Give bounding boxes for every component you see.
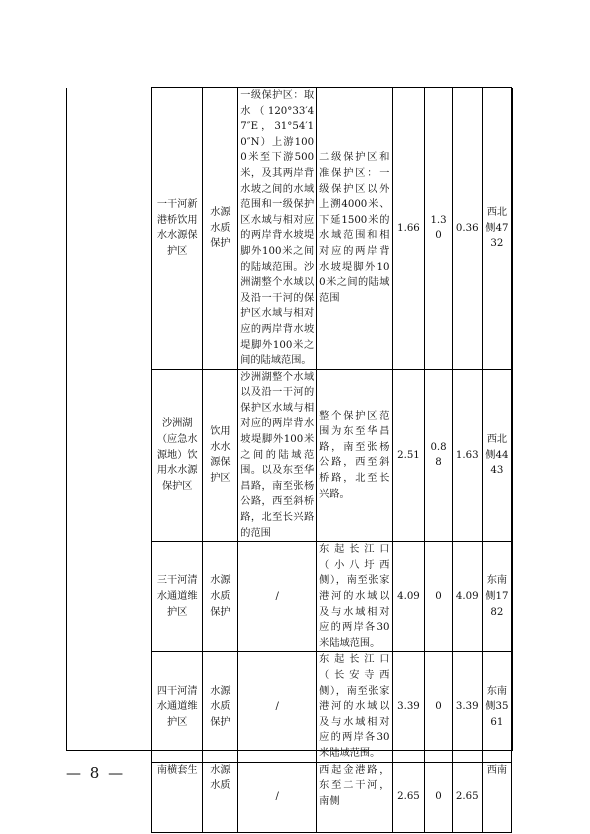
zone-name: 南横套生 [152,762,203,832]
direction-distance: 东南侧3561 [482,652,511,762]
primary-area: 0 [425,542,452,652]
direction-distance: 西北侧4732 [482,88,511,370]
table-row [152,369,512,542]
primary-zone-scope: / [238,542,317,652]
zone-name: 一干河新港桥饮用水水源保护区 [152,88,203,370]
secondary-zone-scope: 西起金港路，东至二干河，南侧 [317,762,392,832]
zone-type: 水源水质 [203,762,238,832]
direction-distance: 西南 [482,762,511,832]
total-area: 2.51 [392,369,425,542]
secondary-zone-scope: 整个保护区范围为东至华昌路，南至张杨公路，西至斜桥路，北至长兴路。 [317,369,392,542]
primary-zone-scope: / [238,762,317,832]
zone-name: 三干河清水通道维护区 [152,542,203,652]
table-row [152,652,512,762]
total-area: 1.66 [392,88,425,370]
zone-type: 饮用水水源保护区 [203,369,238,542]
zone-name: 四干河清水通道维护区 [152,652,203,762]
page-number: — 8 — [66,764,126,782]
total-area: 2.65 [392,762,425,832]
total-area: 3.39 [392,652,425,762]
primary-area: 0 [425,762,452,832]
secondary-area: 2.65 [452,762,482,832]
secondary-zone-scope: 东起长江口（长安寺西侧），南至张家港河的水域以及与水域相对应的两岸各30米陆域范围。 [317,652,392,762]
secondary-zone-scope: 东起长江口（小八圩西侧），南至张家港河的水域以及与水域相对应的两岸各30米陆域范围。 [317,542,392,652]
secondary-area: 4.09 [452,542,482,652]
secondary-area: 3.39 [452,652,482,762]
secondary-area: 1.63 [452,369,482,542]
primary-area: 1.30 [425,88,452,370]
primary-zone-scope: 沙洲湖整个水域以及沿一干河的保护区水域与相对应的两岸背水坡堤脚外100米之间的陆域范围。以及东至华昌路，南至张杨公路，西至斜桥路，北至长兴路的范围 [238,369,317,542]
protection-zone-table [151,87,512,833]
table-row [152,88,512,370]
primary-zone-scope: 一级保护区：取水（120°33′47″E，31°54′10″N）上游1000米至下游500米，及其两岸背水坡之间的水域范围和一级保护区水域与相对应的两岸背水坡堤脚外100米之间的陆域范围。沙洲湖整个水域以及沿一干河的保护区水域与相对应的两岸背水坡堤脚外100米之间的陆域范围。 [238,88,317,370]
zone-type: 水源水质保护 [203,652,238,762]
zone-name: 沙洲湖（应急水源地）饮用水水源保护区 [152,369,203,542]
zone-type: 水源水质保护 [203,88,238,370]
table-row [152,542,512,652]
primary-area: 0 [425,652,452,762]
table-row [152,762,512,832]
primary-zone-scope: / [238,652,317,762]
direction-distance: 东南侧1782 [482,542,511,652]
primary-area: 0.88 [425,369,452,542]
secondary-zone-scope: 二级保护区和准保护区：一级保护区以外上溯4000米、下延1500米的水域范围和相对应的两岸背水坡堤脚外100米之间的陆域范围 [317,88,392,370]
table-frame [66,88,513,807]
zone-type: 水源水质保护 [203,542,238,652]
total-area: 4.09 [392,542,425,652]
direction-distance: 西北侧4443 [482,369,511,542]
secondary-area: 0.36 [452,88,482,370]
